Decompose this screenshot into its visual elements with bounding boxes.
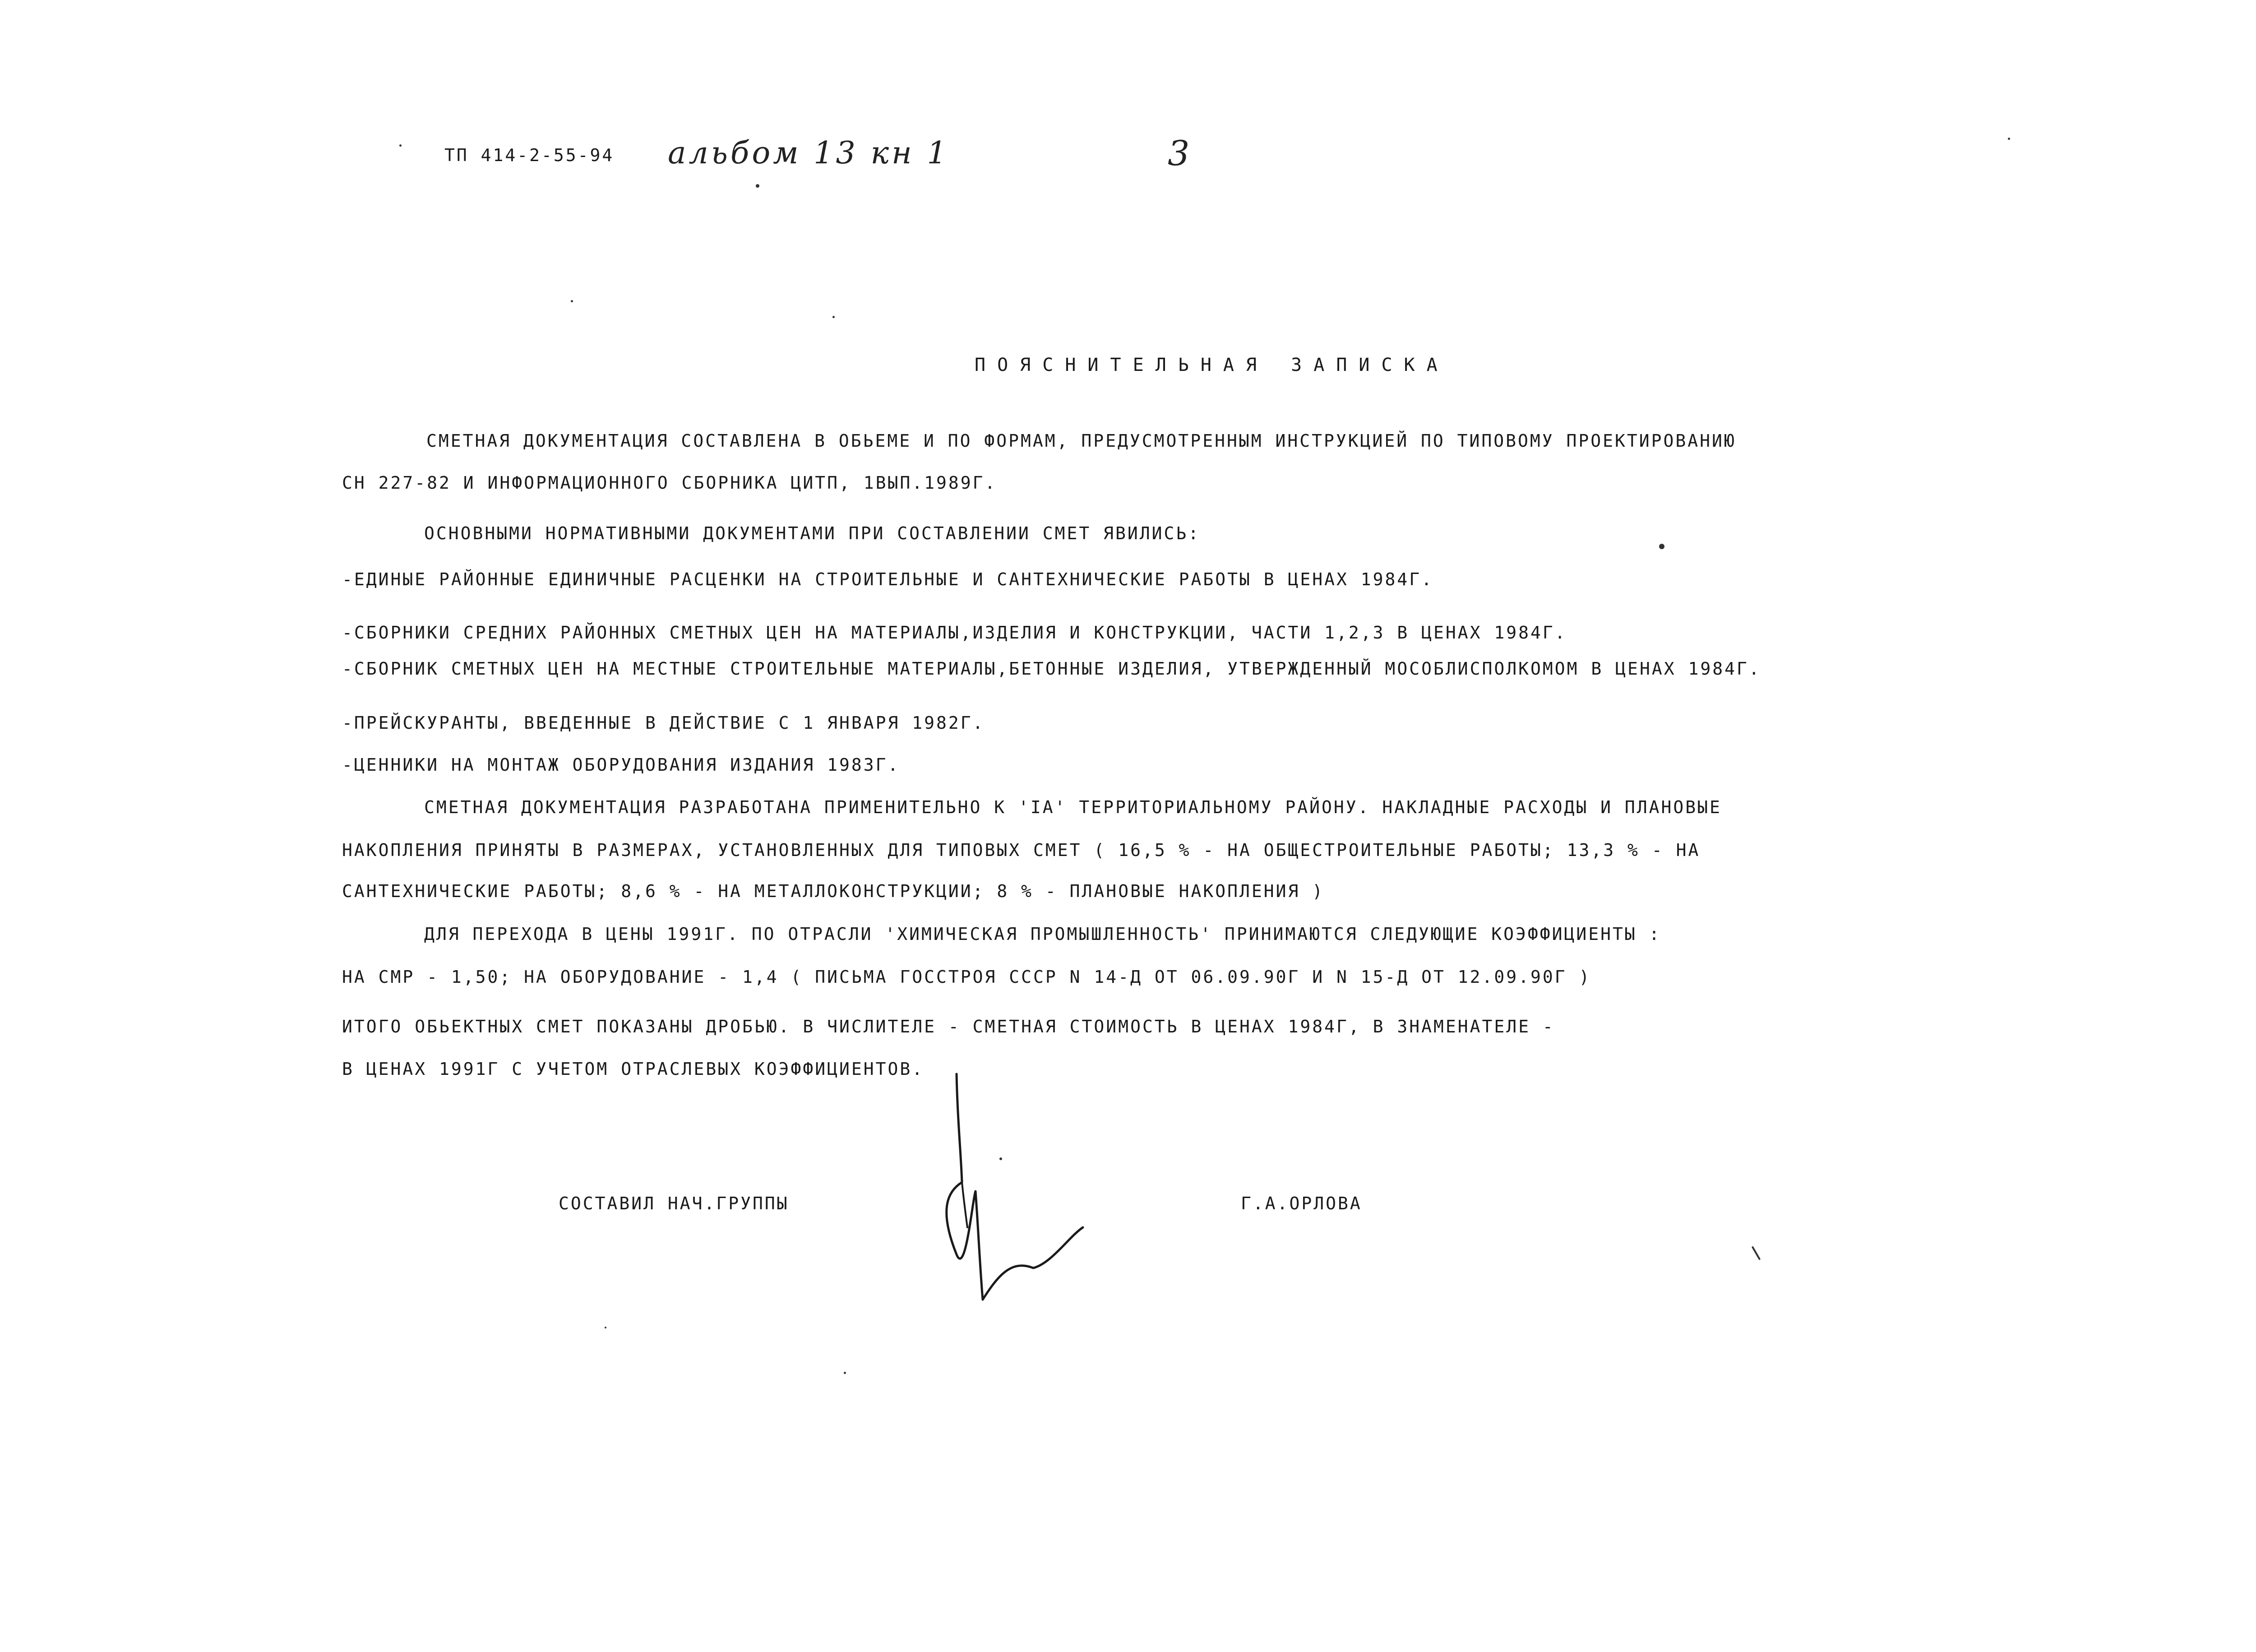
scan-speck [1659, 544, 1664, 549]
handwritten-album-note: альбом 13 кн 1 [668, 135, 949, 171]
scan-speck [1752, 1246, 1761, 1260]
scan-speck [571, 300, 573, 302]
handwritten-signature [929, 1065, 1101, 1318]
signatory-name: Г.А.ОРЛОВА [1241, 1194, 1362, 1213]
scan-speck [844, 1372, 846, 1374]
body-line-14: ИТОГО ОБЬЕКТНЫХ СМЕТ ПОКАЗАНЫ ДРОБЬЮ. В ЧИСЛИТЕЛЕ - СМЕТНАЯ СТОИМОСТЬ В ЦЕНАХ 1984Г, В ЗНАМЕНАТЕЛЕ - [342, 1017, 1555, 1037]
body-line-15: В ЦЕНАХ 1991Г С УЧЕТОМ ОТРАСЛЕВЫХ КОЭФФИЦИЕНТОВ. [342, 1059, 925, 1079]
body-line-6: -СБОРНИК СМЕТНЫХ ЦЕН НА МЕСТНЫЕ СТРОИТЕЛЬНЫЕ МАТЕРИАЛЫ,БЕТОННЫЕ ИЗДЕЛИЯ, УТВЕРЖДЕННЫЙ МОСОБЛИСПОЛКОМОМ В ЦЕНАХ 1984Г. [342, 659, 1761, 679]
page-number: 3 [1168, 133, 1190, 173]
body-line-2: СН 227-82 И ИНФОРМАЦИОННОГО СБОРНИКА ЦИТП, 1ВЫП.1989Г. [342, 473, 997, 493]
body-line-5: -СБОРНИКИ СРЕДНИХ РАЙОННЫХ СМЕТНЫХ ЦЕН НА МАТЕРИАЛЫ,ИЗДЕЛИЯ И КОНСТРУКЦИИ, ЧАСТИ 1,2,3 В ЦЕНАХ 1984Г. [342, 623, 1567, 643]
body-line-7: -ПРЕЙСКУРАНТЫ, ВВЕДЕННЫЕ В ДЕЙСТВИЕ С 1 ЯНВАРЯ 1982Г. [342, 713, 985, 733]
scan-speck [2008, 138, 2010, 140]
scan-speck [756, 184, 759, 188]
body-line-11: САНТЕХНИЧЕСКИЕ РАБОТЫ; 8,6 % - НА МЕТАЛЛОКОНСТРУКЦИИ; 8 % - ПЛАНОВЫЕ НАКОПЛЕНИЯ ) [342, 881, 1325, 901]
scan-speck [999, 1157, 1002, 1160]
body-line-13: НА СМР - 1,50; НА ОБОРУДОВАНИЕ - 1,4 ( ПИСЬМА ГОССТРОЯ СССР N 14-Д ОТ 06.09.90Г И N 15-Д ОТ 12.09.90Г ) [342, 967, 1591, 987]
body-line-10: НАКОПЛЕНИЯ ПРИНЯТЫ В РАЗМЕРАХ, УСТАНОВЛЕННЫХ ДЛЯ ТИПОВЫХ СМЕТ ( 16,5 % - НА ОБЩЕСТРОИТЕЛЬНЫЕ РАБОТЫ; 13,3 % - НА [342, 840, 1701, 860]
scan-speck [605, 1327, 606, 1328]
body-line-1: СМЕТНАЯ ДОКУМЕНТАЦИЯ СОСТАВЛЕНА В ОБЬЕМЕ И ПО ФОРМАМ, ПРЕДУСМОТРЕННЫМ ИНСТРУКЦИЕЙ ПО ТИПОВОМУ ПРОЕКТИРОВАНИЮ [426, 431, 1736, 451]
document-code: ТП 414-2-55-94 [444, 145, 615, 165]
body-line-3: ОСНОВНЫМИ НОРМАТИВНЫМИ ДОКУМЕНТАМИ ПРИ СОСТАВЛЕНИИ СМЕТ ЯВИЛИСЬ: [424, 523, 1201, 543]
signature-label: СОСТАВИЛ НАЧ.ГРУППЫ [559, 1194, 789, 1213]
body-line-8: -ЦЕННИКИ НА МОНТАЖ ОБОРУДОВАНИЯ ИЗДАНИЯ 1983Г. [342, 755, 900, 775]
scan-speck [399, 144, 402, 147]
body-line-4: -ЕДИНЫЕ РАЙОННЫЕ ЕДИНИЧНЫЕ РАСЦЕНКИ НА СТРОИТЕЛЬНЫЕ И САНТЕХНИЧЕСКИЕ РАБОТЫ В ЦЕНАХ 1984Г. [342, 569, 1434, 589]
scan-speck [832, 316, 835, 318]
page-title: ПОЯСНИТЕЛЬНАЯ ЗАПИСКА [975, 355, 1449, 375]
body-line-12: ДЛЯ ПЕРЕХОДА В ЦЕНЫ 1991Г. ПО ОТРАСЛИ 'ХИМИЧЕСКАЯ ПРОМЫШЛЕННОСТЬ' ПРИНИМАЮТСЯ СЛЕДУЮЩИЕ КОЭФФИЦИЕНТЫ : [424, 924, 1661, 944]
body-line-9: СМЕТНАЯ ДОКУМЕНТАЦИЯ РАЗРАБОТАНА ПРИМЕНИТЕЛЬНО К 'IА' ТЕРРИТОРИАЛЬНОМУ РАЙОНУ. НАКЛАДНЫЕ РАСХОДЫ И ПЛАНОВЫЕ [424, 797, 1722, 817]
